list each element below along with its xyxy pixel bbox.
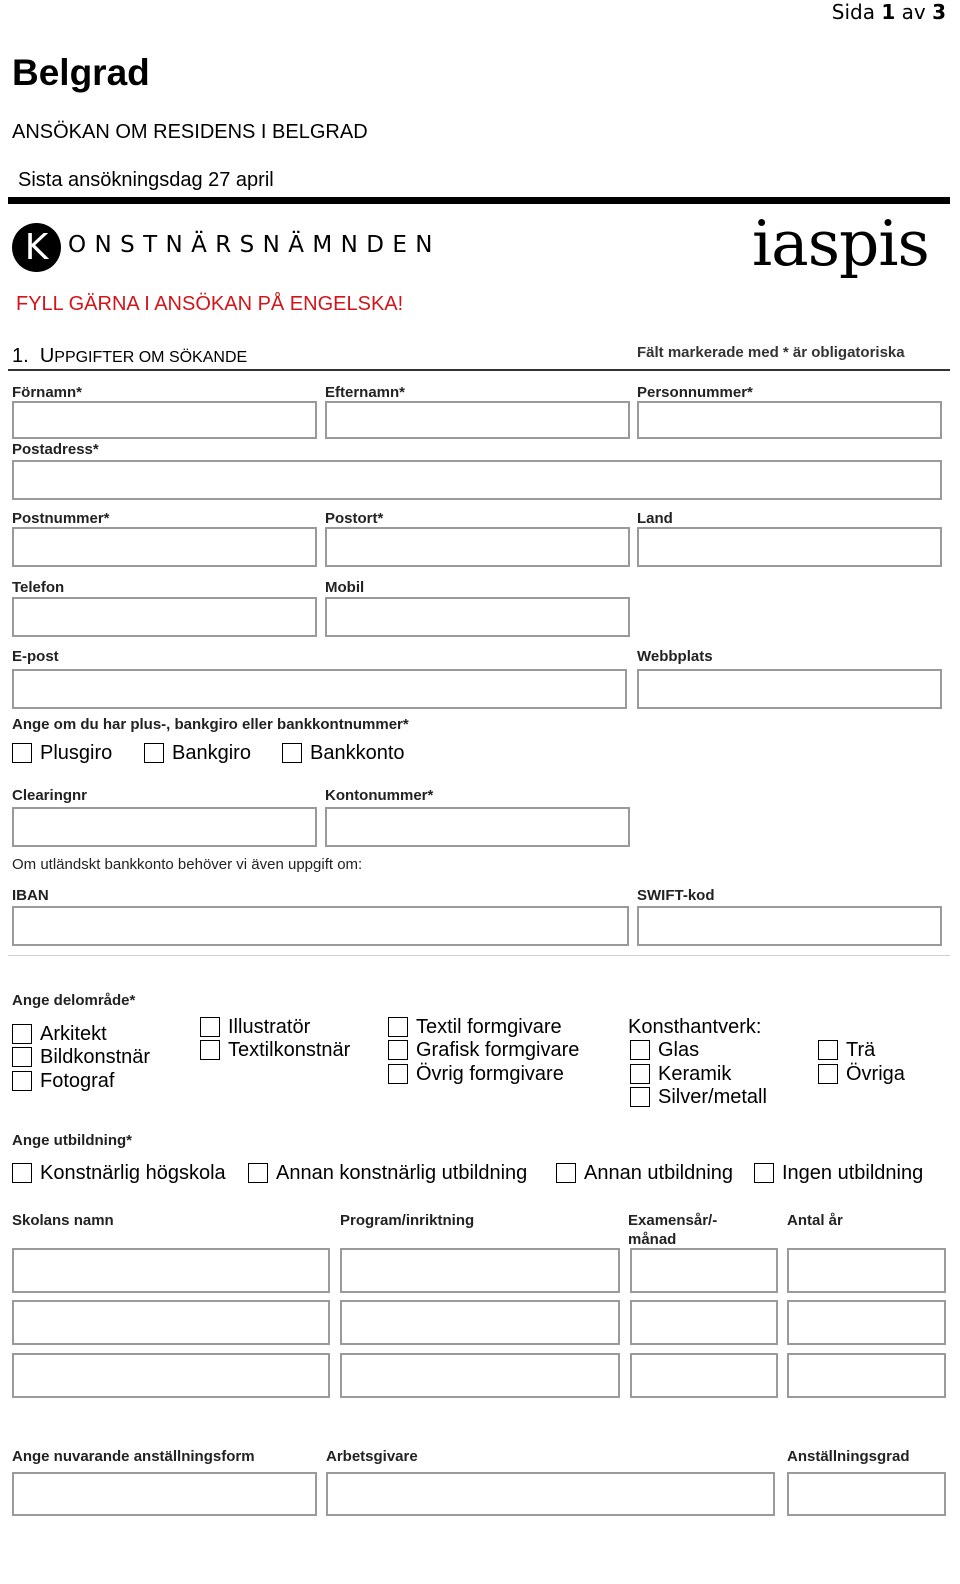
antal-ar-header: Antal år [787, 1212, 843, 1229]
anstallningsform-header: Ange nuvarande anställningsform [12, 1448, 255, 1465]
kontonummer-input[interactable] [325, 807, 630, 847]
delomrade-textilkonstnar[interactable]: Textilkonstnär [200, 1039, 350, 1061]
postadress-input[interactable] [12, 460, 942, 500]
anstallningsgrad-header: Anställningsgrad [787, 1448, 910, 1465]
antal-ar-input-1[interactable] [787, 1248, 946, 1293]
iban-input[interactable] [12, 906, 629, 946]
delomrade-label: Ange delområde* [12, 992, 136, 1009]
section-divider-light [8, 955, 950, 956]
checkbox[interactable] [754, 1163, 774, 1183]
delomrade-bildkonstnar[interactable]: Bildkonstnär [12, 1046, 150, 1068]
konstnarsnamnden-wordmark: ONSTNÄRSNÄMNDEN [68, 232, 441, 258]
epost-input[interactable] [12, 669, 627, 709]
mobil-input[interactable] [325, 597, 630, 637]
webbplats-label: Webbplats [637, 648, 713, 665]
clearingnr-label: Clearingnr [12, 787, 88, 804]
section-divider [8, 369, 950, 371]
language-notice: FYLL GÄRNA I ANSÖKAN PÅ ENGELSKA! [16, 293, 404, 315]
checkbox[interactable] [12, 1163, 32, 1183]
utbildning-label: Ange utbildning* [12, 1132, 132, 1149]
postnummer-input[interactable] [12, 527, 317, 567]
checkbox[interactable] [630, 1064, 650, 1084]
anstallningsform-input[interactable] [12, 1472, 317, 1516]
examensar-header: Examensår/- [628, 1212, 718, 1229]
program-input-3[interactable] [340, 1353, 620, 1398]
clearingnr-input[interactable] [12, 807, 317, 847]
checkbox[interactable] [818, 1064, 838, 1084]
delomrade-tra[interactable]: Trä [818, 1039, 875, 1061]
checkbox[interactable] [200, 1017, 220, 1037]
program-header: Program/inriktning [340, 1212, 475, 1229]
antal-ar-input-2[interactable] [787, 1300, 946, 1345]
delomrade-glas[interactable]: Glas [630, 1039, 699, 1061]
mobil-label: Mobil [325, 579, 365, 596]
fornamn-input[interactable] [12, 401, 317, 439]
fornamn-label: Förnamn* [12, 384, 83, 401]
checkbox[interactable] [12, 1024, 32, 1044]
checkbox[interactable] [248, 1163, 268, 1183]
konsthantverk-label: Konsthantverk: [628, 1015, 762, 1038]
epost-label: E-post [12, 648, 59, 665]
checkbox[interactable] [12, 1071, 32, 1091]
land-input[interactable] [637, 527, 942, 567]
header-divider [8, 197, 950, 204]
checkbox[interactable] [388, 1040, 408, 1060]
swift-label: SWIFT-kod [637, 887, 715, 904]
checkbox[interactable] [144, 743, 164, 763]
skolans-namn-input-3[interactable] [12, 1353, 330, 1398]
delomrade-ovrig-formgivare[interactable]: Övrig formgivare [388, 1063, 564, 1085]
delomrade-fotograf[interactable]: Fotograf [12, 1070, 114, 1092]
checkbox[interactable] [818, 1040, 838, 1060]
utbildning-annan-konstnarlig[interactable]: Annan konstnärlig utbildning [248, 1162, 527, 1184]
efternamn-label: Efternamn* [325, 384, 406, 401]
delomrade-silver-metall[interactable]: Silver/metall [630, 1086, 767, 1108]
checkbox[interactable] [12, 1047, 32, 1067]
arbetsgivare-input[interactable] [326, 1472, 775, 1516]
utbildning-ingen[interactable]: Ingen utbildning [754, 1162, 923, 1184]
postort-input[interactable] [325, 527, 630, 567]
examensar-input-1[interactable] [630, 1248, 778, 1293]
utbildning-konstnarlig-hogskola[interactable]: Konstnärlig högskola [12, 1162, 226, 1184]
arbetsgivare-header: Arbetsgivare [326, 1448, 418, 1465]
deadline-text: Sista ansökningsdag 27 april [18, 169, 274, 191]
delomrade-ovriga[interactable]: Övriga [818, 1063, 905, 1085]
examensar-header-cont: månad [628, 1231, 677, 1248]
postadress-label: Postadress* [12, 441, 99, 458]
checkbox[interactable] [388, 1017, 408, 1037]
foreign-bank-note: Om utländskt bankkonto behöver vi även uppgift om: [12, 856, 363, 873]
delomrade-grafisk-formgivare[interactable]: Grafisk formgivare [388, 1039, 579, 1061]
land-label: Land [637, 510, 673, 527]
checkbox[interactable] [388, 1064, 408, 1084]
delomrade-illustrator[interactable]: Illustratör [200, 1016, 310, 1038]
postnummer-label: Postnummer* [12, 510, 110, 527]
antal-ar-input-3[interactable] [787, 1353, 946, 1398]
section-title: 1. UPPGIFTER OM SÖKANDE [12, 345, 248, 367]
personnummer-label: Personnummer* [637, 384, 753, 401]
program-input-2[interactable] [340, 1300, 620, 1345]
page-number: Sida 1 av 3 [831, 0, 946, 24]
delomrade-textil-formgivare[interactable]: Textil formgivare [388, 1016, 562, 1038]
telefon-label: Telefon [12, 579, 65, 596]
bank-option-bankgiro[interactable]: Bankgiro [144, 742, 251, 764]
checkbox[interactable] [282, 743, 302, 763]
postort-label: Postort* [325, 510, 384, 527]
checkbox[interactable] [556, 1163, 576, 1183]
konstnarsnamnden-logo-mark: K [12, 223, 61, 272]
kontonummer-label: Kontonummer* [325, 787, 434, 804]
efternamn-input[interactable] [325, 401, 630, 439]
delomrade-arkitekt[interactable]: Arkitekt [12, 1023, 107, 1045]
iaspis-logo: iaspis [752, 207, 929, 280]
swift-input[interactable] [637, 906, 942, 946]
utbildning-annan[interactable]: Annan utbildning [556, 1162, 733, 1184]
skolans-namn-input-2[interactable] [12, 1300, 330, 1345]
required-note: Fält markerade med * är obligatoriska [637, 344, 905, 361]
iban-label: IBAN [12, 887, 49, 904]
webbplats-input[interactable] [637, 669, 942, 709]
bank-question: Ange om du har plus-, bankgiro eller bankkontnummer* [12, 716, 409, 733]
examensar-input-3[interactable] [630, 1353, 778, 1398]
checkbox[interactable] [200, 1040, 220, 1060]
skolans-namn-header: Skolans namn [12, 1212, 114, 1229]
program-input-1[interactable] [340, 1248, 620, 1293]
bank-option-bankkonto[interactable]: Bankkonto [282, 742, 405, 764]
checkbox[interactable] [630, 1040, 650, 1060]
delomrade-keramik[interactable]: Keramik [630, 1063, 731, 1085]
examensar-input-2[interactable] [630, 1300, 778, 1345]
skolans-namn-input-1[interactable] [12, 1248, 330, 1293]
anstallningsgrad-input[interactable] [787, 1472, 946, 1516]
page-title: Belgrad [12, 52, 150, 93]
form-subtitle: ANSÖKAN OM RESIDENS I BELGRAD [12, 121, 368, 143]
checkbox[interactable] [12, 743, 32, 763]
bank-option-plusgiro[interactable]: Plusgiro [12, 742, 112, 764]
checkbox[interactable] [630, 1087, 650, 1107]
personnummer-input[interactable] [637, 401, 942, 439]
telefon-input[interactable] [12, 597, 317, 637]
